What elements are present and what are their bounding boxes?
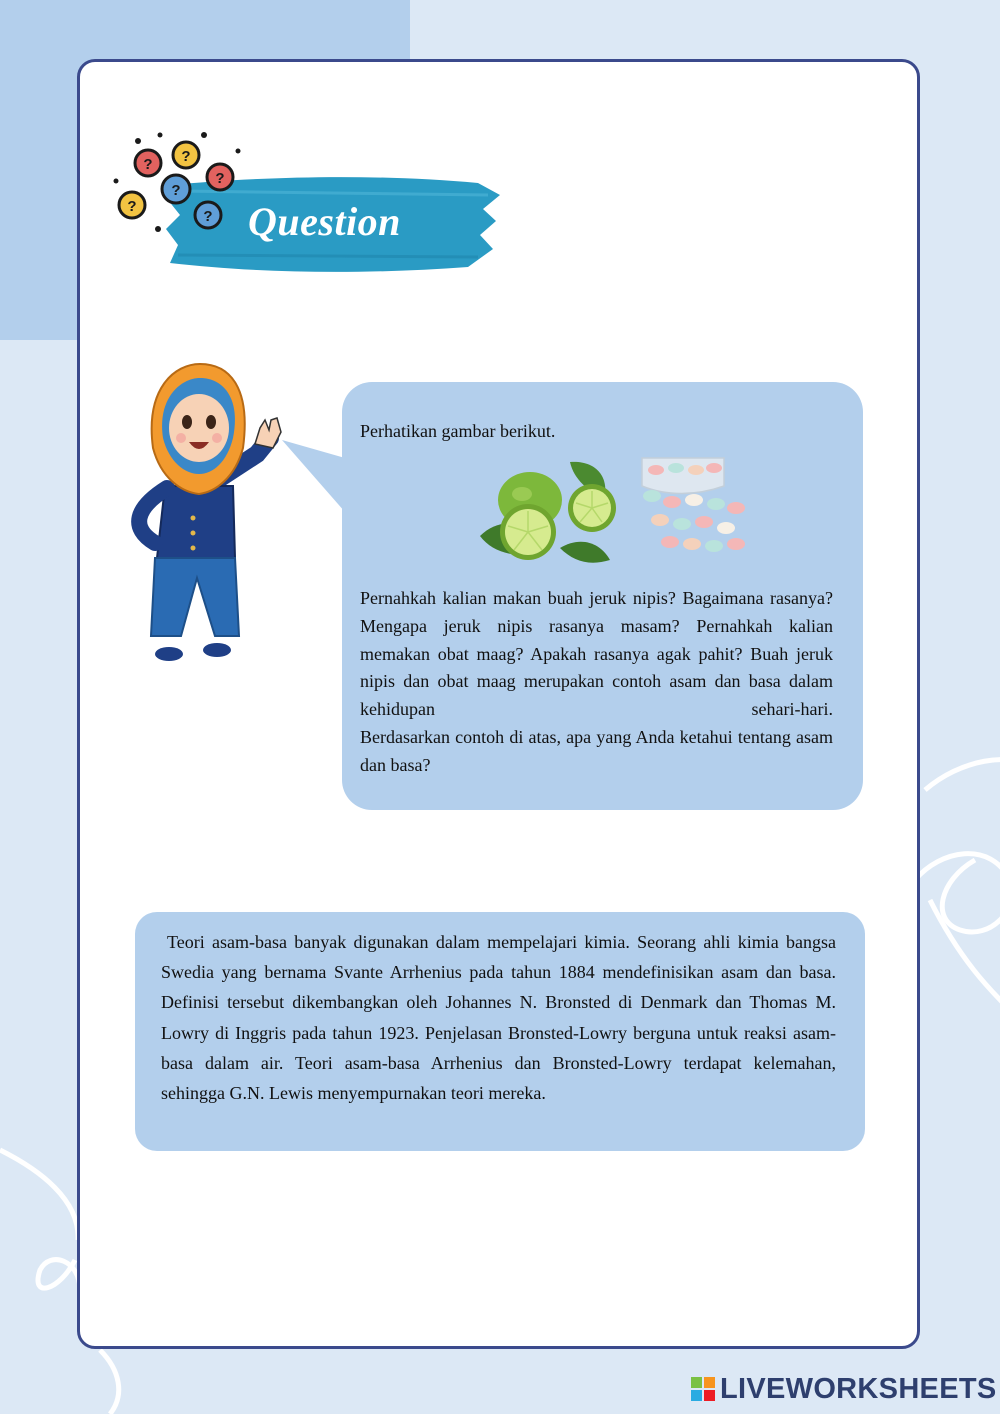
svg-text:?: ?: [143, 156, 153, 173]
bubble-intro-text: Perhatikan gambar berikut.: [360, 421, 556, 441]
svg-text:?: ?: [181, 148, 191, 165]
liveworksheets-logo[interactable]: [690, 1373, 997, 1405]
lime-image: [470, 456, 620, 568]
teacher-character-illustration: [105, 358, 295, 670]
bubble-paragraph: Pernahkah kalian makan buah jeruk nipis? Bagaimana rasanya? Mengapa jeruk nipis rasanya masam? Pernahkah kalian memakan obat maag? Apakah rasanya agak pahit? Buah jeruk nipis dan obat maag merupakan contoh asam dan basa dalam kehidupan sehari-hari.: [360, 588, 833, 720]
bubble-paragraph: Berdasarkan contoh di atas, apa yang Anda ketahui tentang asam dan basa?: [360, 726, 833, 775]
brand-name: LIVEWORKSHEETS: [720, 1372, 997, 1405]
page-title: Question: [248, 199, 401, 244]
info-paragraph: Teori asam-basa banyak digunakan dalam mempelajari kimia. Seorang ahli kimia bangsa Swedia yang bernama Svante Arrhenius pada tahun 1884 mendefinisikan asam dan basa. Definisi tersebut dikembangkan oleh Johannes N. Bronsted di Denmark dan Thomas M. Lowry di Inggris pada tahun 1923. Penjelasan Bronsted-Lowry berguna untuk reaksi asam-basa dalam air. Teori asam-basa Arrhenius dan Bronsted-Lowry terdapat kelemahan, sehingga G.N. Lewis menyempurnakan teori mereka.: [161, 932, 836, 1104]
pills-image: [636, 456, 756, 560]
info-text: [161, 927, 836, 1108]
svg-text:?: ?: [171, 182, 181, 199]
svg-text:?: ?: [215, 170, 225, 187]
liveworksheets-logo-icon: [690, 1376, 716, 1402]
svg-text:?: ?: [203, 208, 213, 225]
question-bubbles-icon: [114, 132, 241, 232]
bubble-question-text: [360, 585, 833, 780]
svg-text:?: ?: [127, 198, 137, 215]
